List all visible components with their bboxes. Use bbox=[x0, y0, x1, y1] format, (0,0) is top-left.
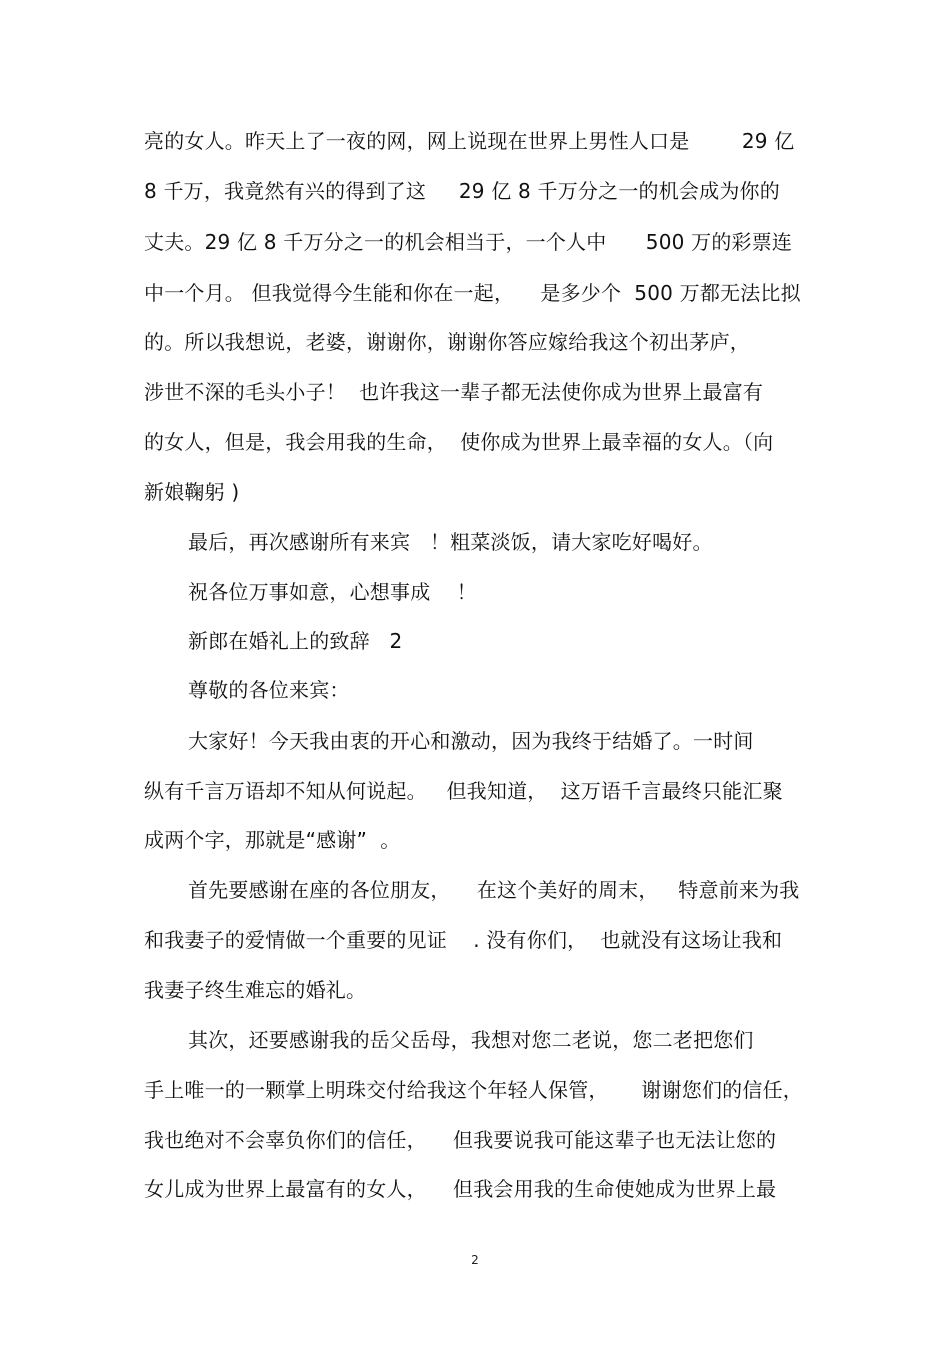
text-line: 涉世不深的毛头小子！ 也许我这一辈子都无法使你成为世界上最富有 bbox=[144, 380, 764, 404]
text-line: 我妻子终生难忘的婚礼。 bbox=[144, 978, 367, 1002]
text-line: 成两个字，那就是“感谢” 。 bbox=[144, 828, 401, 852]
text-line: 的。所以我想说，老婆，谢谢你，谢谢你答应嫁给我这个初出茅庐， bbox=[144, 330, 750, 354]
text-line: 大家好！今天我由衷的开心和激动，因为我终于结婚了。一时间 bbox=[188, 729, 754, 753]
page-number: 2 bbox=[471, 1253, 479, 1267]
text-line: 中一个月。 但我觉得今生能和你在一起， 是多少个 500 万都无法比拟 bbox=[144, 281, 801, 305]
text-line: 祝各位万事如意，心想事成 ！ bbox=[188, 580, 477, 604]
text-line: 纵有千言万语却不知从何说起。 但我知道， 这万语千言最终只能汇聚 bbox=[144, 779, 783, 803]
text-line: 丈夫。29 亿 8 千万分之一的机会相当于，一个人中 500 万的彩票连 bbox=[144, 230, 793, 254]
text-line: 8 千万，我竟然有兴的得到了这 29 亿 8 千万分之一的机会成为你的 bbox=[144, 179, 780, 203]
text-line: 亮的女人。昨天上了一夜的网，网上说现在世界上男性人口是 29 亿 bbox=[144, 129, 795, 153]
text-line: 手上唯一的一颗掌上明珠交付给我这个年轻人保管， 谢谢您们的信任， bbox=[144, 1078, 803, 1102]
text-line: 首先要感谢在座的各位朋友， 在这个美好的周末， 特意前来为我 bbox=[188, 878, 800, 902]
salutation: 尊敬的各位来宾： bbox=[188, 678, 350, 702]
section-heading: 新郎在婚礼上的致辞 2 bbox=[188, 629, 403, 653]
text-line: 新娘鞠躬 ) bbox=[144, 480, 240, 504]
text-line: 我也绝对不会辜负你们的信任， 但我要说我可能这辈子也无法让您的 bbox=[144, 1128, 777, 1152]
text-line: 最后，再次感谢所有来宾 ！粗菜淡饭，请大家吃好喝好。 bbox=[188, 530, 713, 554]
text-line: 其次，还要感谢我的岳父岳母，我想对您二老说，您二老把您们 bbox=[188, 1028, 754, 1052]
text-line: 的女人，但是，我会用我的生命， 使你成为世界上最幸福的女人。（向 bbox=[144, 430, 774, 454]
text-line: 女儿成为世界上最富有的女人， 但我会用我的生命使她成为世界上最 bbox=[144, 1177, 777, 1201]
text-line: 和我妻子的爱情做一个重要的见证 . 没有你们， 也就没有这场让我和 bbox=[144, 928, 783, 952]
